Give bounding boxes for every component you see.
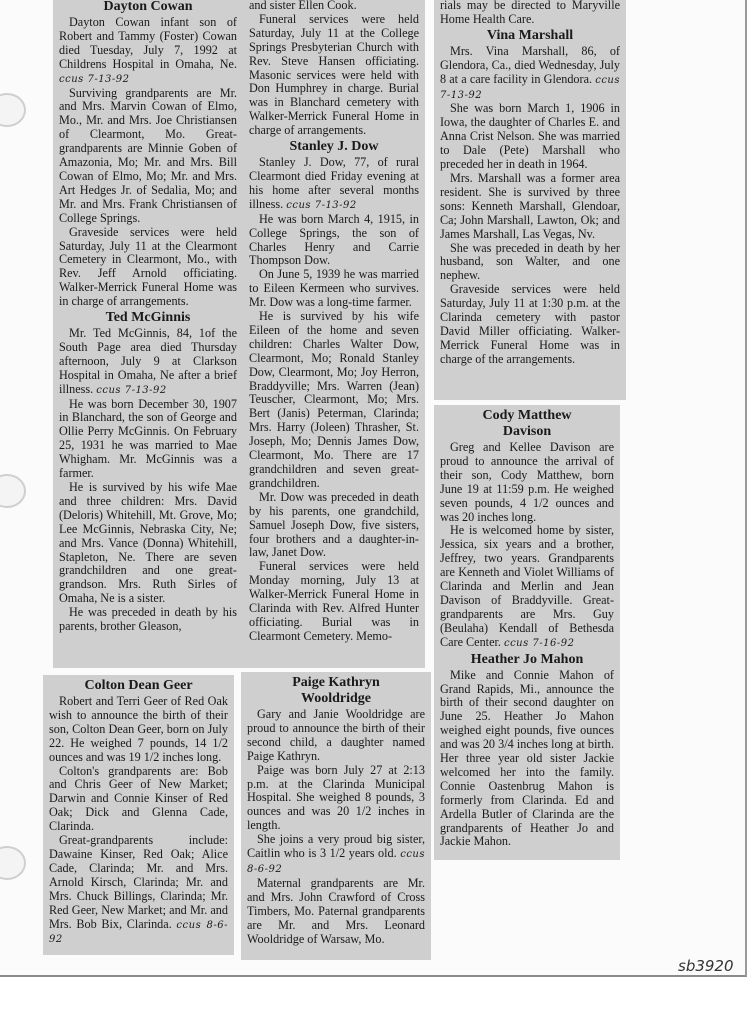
clipping-geer bbox=[43, 675, 234, 955]
paragraph: Mrs. Vina Marshall, 86, of Glendora, Ca., died Wednesday, July 8 at a care facility in Glendora. ccus 7-13-92 bbox=[440, 43, 621, 101]
handwritten-note: ccus 7-16-92 bbox=[503, 637, 575, 649]
paragraph: He is survived by his wife Mae and three children: Mrs. David (Deloris) Whitehill, Mt. Grove, Mo; Lee McGinnis, Nebraska City, Ne; and Mrs. Vance (Donna) Whitehill, Stapleton, Ne. There are seven grandchildren and one great-grandson. Mrs. Ruth Sirles of Omaha, Ne is a sister. bbox=[59, 480, 237, 606]
clipping-marshall bbox=[434, 0, 626, 400]
handwritten-note: ccus 8-6-92 bbox=[247, 849, 426, 875]
paragraph: Graveside services were held Saturday, July 11 at 1:30 p.m. at the Clarinda cemetery with pastor David Miller officiating. Walker-Merrick Funeral Home was in charge of the arrangements. bbox=[440, 282, 620, 366]
paragraph: Mr. Dow was preceded in death by his parents, one grandchild, Samuel Joseph Dow, five sisters, four brothers and a daughter-in-law, Janet Dow. bbox=[249, 489, 419, 560]
handwritten-note: ccus 8-6-92 bbox=[49, 919, 228, 946]
clipping-wooldridge bbox=[241, 672, 431, 960]
obituary-title-marshall: Vina Marshall bbox=[486, 27, 574, 43]
archive-id-label: sb3920 bbox=[678, 957, 734, 975]
handwritten-note: ccus 7-13-92 bbox=[59, 73, 130, 85]
handwritten-note: ccus 7-13-92 bbox=[440, 74, 621, 101]
paragraph: Maternal grandparents are Mr. and Mrs. John Crawford of Cross Timbers, Mo. Paternal grandparents are Mr. and Mrs. Leonard Wooldridge of Warsaw, Mo. bbox=[247, 875, 425, 946]
clipping-cowan-mcginnis bbox=[53, 0, 243, 668]
handwritten-note: ccus 7-13-92 bbox=[286, 199, 357, 211]
punch-hole bbox=[0, 93, 26, 127]
paragraph: Mrs. Marshall was a former area resident. She is survived by three sons: Kenneth Marshall, Glendoar, Ca; John Marshall, Lawton, Ok; and James Marshall, Las Vegas, Nv. bbox=[440, 170, 620, 241]
paragraph: and sister Ellen Cook. bbox=[249, 0, 357, 12]
paragraph: Mr. Ted McGinnis, 84, 1of the South Page area died Thursday afternoon, July 9 at Clarkson Hospital in Omaha, Ne after a brief illness. ccus 7-13-92 bbox=[59, 326, 237, 396]
paragraph: Greg and Kellee Davison are proud to announce the arrival of their son, Cody Matthew, born June 19 at 11:59 p.m. He weighed seven pounds, 4 1/2 ounces and was 20 inches long. bbox=[440, 440, 614, 524]
paragraph: He is welcomed home by sister, Jessica, six years and a brother, Jeffrey, two years. Grandparents are Kenneth and Violet Williams of Clarinda and Merlin and Jean Davison of Braddyville. Great-grandparents are Mrs. Guy (Beulaha) Kendall of Bethesda Care Center. ccus 7-16-92 bbox=[440, 523, 614, 649]
obituary-title-cowan: Dayton Cowan bbox=[103, 0, 193, 14]
clipping-davison-mahon bbox=[434, 405, 620, 860]
birth-title-geer: Colton Dean Geer bbox=[84, 678, 193, 693]
paragraph: Graveside services were held Saturday, July 11 at the Clearmont Cemetery in Clearmont, Mo., with Rev. Jeff Arnold officiating. Walker-Merrick Funeral Home was in charge of arrangements. bbox=[59, 224, 237, 309]
paragraph: Surviving grandparents are Mr. and Mrs. Marvin Cowan of Elmo, Mo., Mr. and Mrs. Joe Christiansen of Clearmont, Mo. Great-grandparents are Minnie Goben of Amazonia, Mo; Mr. and Mrs. Bill Cowan of Elmo, Mo; Mr. and Mrs. Art Hedges Jr. of Sedalia, Mo; and Mr. and Mrs. Frank Christiansen of College Springs. bbox=[59, 85, 237, 225]
paragraph: Funeral services were held Saturday, July 11 at the College Springs Presbyterian Church with Rev. Steve Hansen officiating. Masonic services were held with Don Humphrey in charge. Burial was in Blanchard cemetery with Walker-Merrick Funeral Home in charge of arrangements. bbox=[249, 11, 419, 138]
paragraph: Gary and Janie Wooldridge are proud to announce the birth of their second child, a daughter named Paige Kathryn. bbox=[247, 707, 425, 763]
paragraph: rials may be directed to Maryville Home Health Care. bbox=[440, 0, 620, 26]
paragraph: He was preceded in death by his parents, brother Gleason, bbox=[59, 605, 237, 634]
birth-title-davison: Cody Matthew Davison bbox=[482, 408, 572, 439]
paragraph: Robert and Terri Geer of Red Oak wish to announce the birth of their son, Colton Dean Geer, born on July 22. He weighed 7 pounds, 14 1/2 ounces and was 19 1/2 inches long. bbox=[49, 694, 228, 764]
paragraph: Dayton Cowan infant son of Robert and Tammy (Foster) Cowan died Tuesday, July 7, 1992 at Childrens Hospital in Omaha, Ne. ccus 7-13-92 bbox=[59, 15, 237, 85]
paragraph: Paige was born July 27 at 2:13 p.m. at the Clarinda Municipal Hospital. She weighed 8 pounds, 3 ounces and was 20 1/2 inches in length. bbox=[247, 762, 425, 833]
punch-hole bbox=[0, 474, 26, 508]
paragraph: She joins a very proud big sister, Caitlin who is 3 1/2 years old. ccus 8-6-92 bbox=[247, 832, 426, 875]
paragraph: He is survived by his wife Eileen of the home and seven children: Charles Walter Dow, Clearmont, Mo; Ronald Stanley Dow, Clearmont, Mo; Joy Herron, Braddyville; Mrs. Warren (Jean) Teuscher, Clearmont, Mo; Mrs. Bert (Janis) Peterman, Clarinda; Mrs. Harry (Joleen) Thrasher, St. Joseph, Mo; Dennis James Dow, Clearmont, Mo. There are 17 grandchildren and seven great-grandchildren. bbox=[249, 309, 419, 490]
paragraph: Colton's grandparents are: Bob and Chris Geer of New Market; Darwin and Connie Kinser of Red Oak; Dick and Glenna Cade, Clarinda. bbox=[49, 763, 228, 834]
paragraph: Stanley J. Dow, 77, of rural Clearmont died Friday evening at his home after several months illness. ccus 7-13-92 bbox=[249, 155, 419, 211]
birth-title-wooldridge: Paige Kathryn Wooldridge bbox=[292, 675, 380, 706]
paragraph: She was born March 1, 1906 in Iowa, the daughter of Charles E. and Anna Crist Nelson. She was married to Dale (Pete) Marshall who preceded her in death in 1964. bbox=[440, 101, 620, 172]
paragraph: Great-grandparents include: Dawaine Kinser, Red Oak; Alice Cade, Clarinda; Mr. and Mrs. Arnold Kirsch, Clarinda; Mr. and Mrs. Chuck Billings, Clarinda; Mr. Red Geer, New Market; and Mr. and Mrs. Bob Bix, Clarinda. ccus 8-6-92 bbox=[49, 833, 228, 946]
clipping-dow bbox=[243, 0, 425, 668]
punch-hole bbox=[0, 846, 26, 880]
paragraph: On June 5, 1939 he was married to Eileen Kermeen who survives. Mr. Dow was a long-time farmer. bbox=[249, 267, 419, 310]
paragraph: He was born March 4, 1915, in College Springs, the son of Charles Henry and Carrie Thompson Dow. bbox=[249, 211, 419, 268]
handwritten-note: ccus 7-13-92 bbox=[96, 384, 167, 396]
paragraph: He was born December 30, 1907 in Blanchard, the son of George and Ollie Perry McGinnis. On February 25, 1931 he was married to Mae Whigham. Mr. McGinnis was a farmer. bbox=[59, 396, 237, 481]
obituary-title-mcginnis: Ted McGinnis bbox=[105, 310, 191, 326]
paragraph: Mike and Connie Mahon of Grand Rapids, Mi., announce the birth of their second daughter on June 25. Heather Jo Mahon weighed eight pounds, five ounces and was 20 3/4 inches long at birth. Her three year old sister Jackie welcomed her into the family. Connie Oastenbrug Mahon is formerly from Clarinda. Ed and Ardella Butler of Clarinda are the grandparents of Heather Jo and Jackie Mahon. bbox=[440, 667, 614, 849]
paragraph: Funeral services were held Monday morning, July 13 at Walker-Merrick Funeral Home in Clarinda with Rev. Alfred Hunter officiating. Burial was in Clearmont Cemetery. Memo- bbox=[249, 559, 419, 643]
paragraph: She was preceded in death by her husband, son Walter, and one nephew. bbox=[440, 240, 620, 283]
obituary-title-dow: Stanley J. Dow bbox=[289, 139, 379, 155]
birth-title-mahon: Heather Jo Mahon bbox=[470, 651, 584, 667]
